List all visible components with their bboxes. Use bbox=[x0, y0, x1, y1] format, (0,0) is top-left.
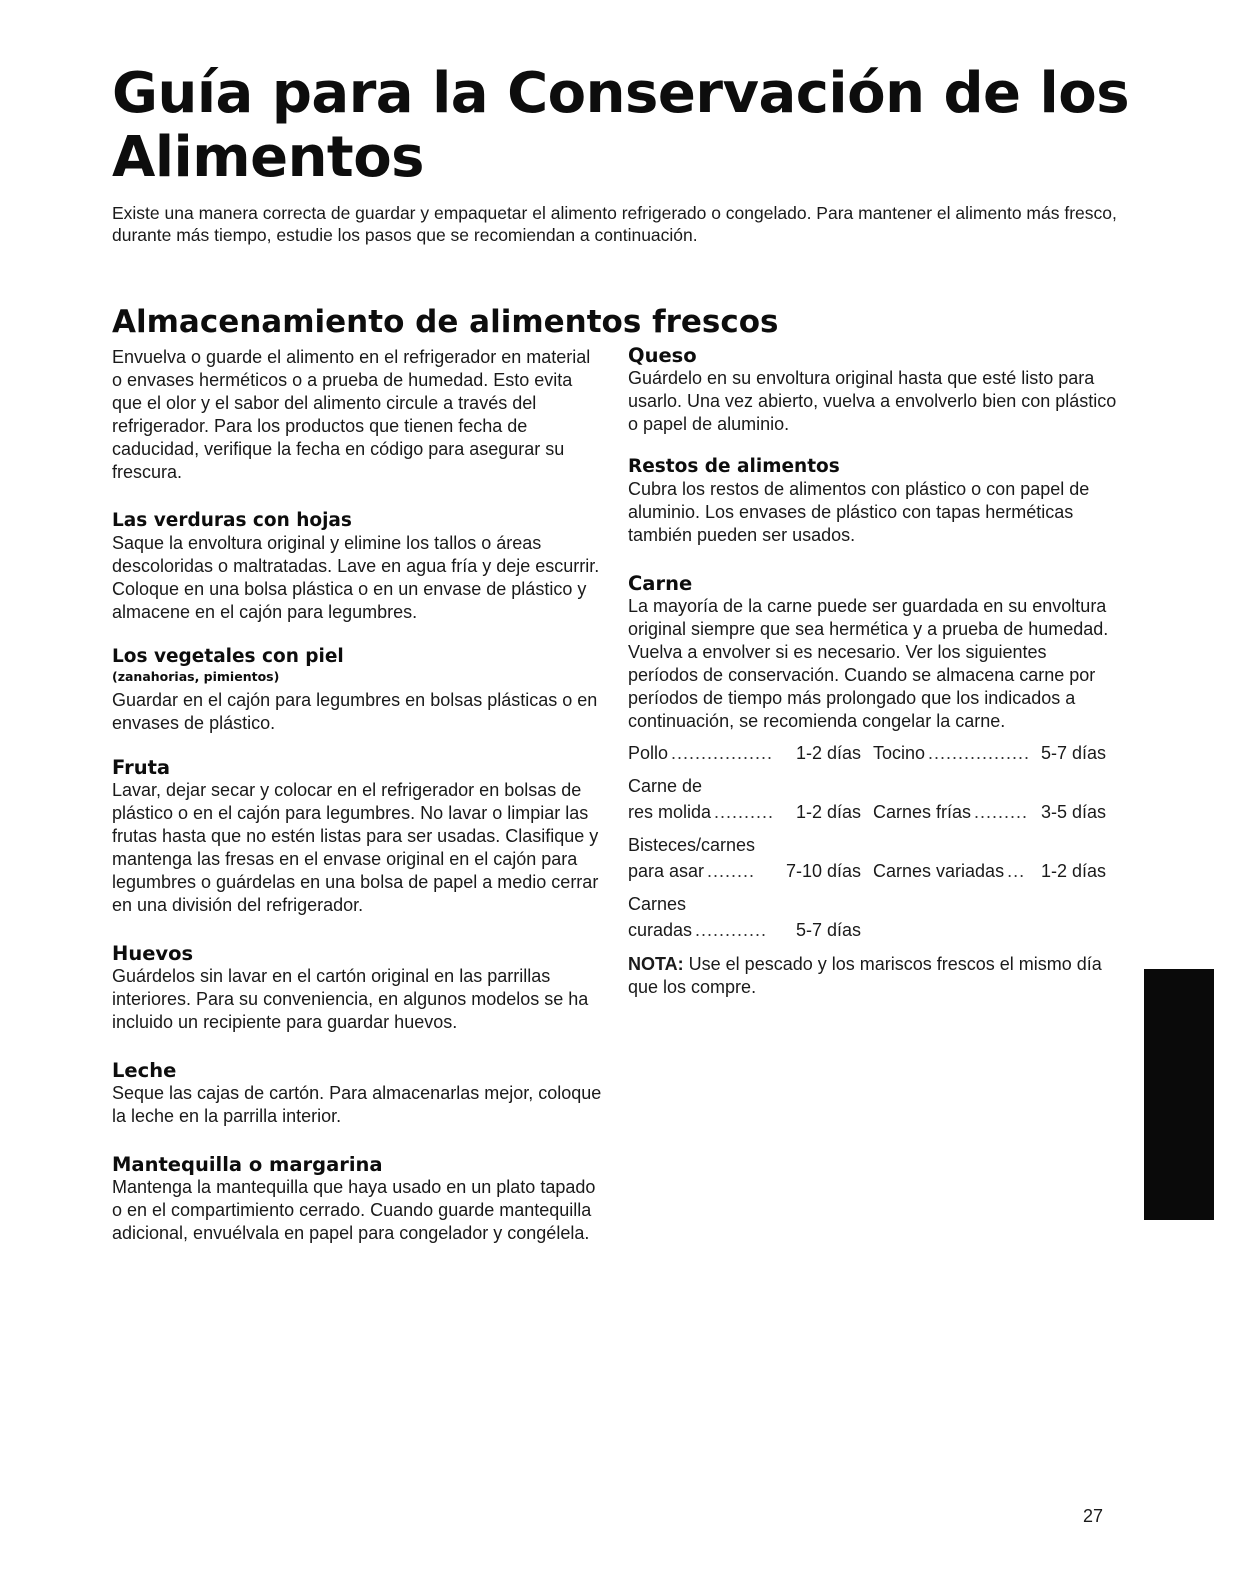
meat-table-row bbox=[628, 773, 1106, 825]
milk-block bbox=[112, 1059, 604, 1128]
meat-entry-chicken bbox=[628, 740, 861, 766]
section-heading: Almacenamiento de alimentos frescos bbox=[112, 304, 779, 340]
left-column bbox=[112, 346, 604, 1245]
leftovers-heading: Restos de alimentos bbox=[628, 456, 840, 477]
meat-days: 1-2 días bbox=[795, 802, 861, 822]
skin-vegetables-block bbox=[112, 645, 604, 735]
meat-label: Tocino bbox=[873, 743, 926, 763]
leftovers-block bbox=[628, 455, 1118, 547]
leafy-greens-text: Saque la envoltura original y elimine los tallos o áreas descoloridas o maltratadas. Lave en agua fría y deje escurrir. Coloque en una bolsa plástica o en un envase de plástico y almacene en el cajón para legumbres. bbox=[112, 533, 600, 622]
meat-entry-cold-cuts bbox=[873, 799, 1106, 825]
dot-leader: ................. bbox=[928, 743, 1031, 763]
meat-name: Carnes bbox=[628, 894, 687, 914]
dot-leader: .......... bbox=[714, 802, 775, 822]
cheese-heading: Queso bbox=[628, 344, 697, 367]
meat-label: curadas bbox=[628, 920, 693, 940]
meat-label: Carnes variadas bbox=[873, 861, 1005, 881]
meat-label: Carnes frías bbox=[873, 802, 972, 822]
dot-leader: ... bbox=[1007, 861, 1026, 881]
meat-name: Carne de bbox=[628, 776, 703, 796]
meat-days: 5-7 días bbox=[795, 920, 861, 940]
meat-block bbox=[628, 572, 1118, 733]
leafy-greens-heading: Las verduras con hojas bbox=[112, 510, 352, 531]
dot-leader: ................. bbox=[671, 743, 774, 763]
meat-days: 1-2 días bbox=[1040, 861, 1106, 881]
eggs-heading: Huevos bbox=[112, 942, 194, 965]
fruit-heading: Fruta bbox=[112, 756, 171, 779]
meat-days: 5-7 días bbox=[1040, 743, 1106, 763]
dot-leader: ............ bbox=[695, 920, 768, 940]
meat-storage-table bbox=[628, 740, 1106, 943]
meat-name: Bisteces/carnes bbox=[628, 835, 756, 855]
meat-entry-ground-beef bbox=[628, 773, 861, 825]
meat-label: para asar bbox=[628, 861, 705, 881]
meat-entry-bacon bbox=[873, 740, 1106, 766]
cheese-block bbox=[628, 344, 1118, 436]
butter-heading: Mantequilla o margarina bbox=[112, 1153, 383, 1176]
leftovers-text: Cubra los restos de alimentos con plástico o con papel de aluminio. Los envases de plástico con tapas herméticas también pueden ser usados. bbox=[628, 479, 1090, 545]
intro-paragraph: Existe una manera correcta de guardar y empaquetar el alimento refrigerado o congelado. Para mantener el alimento más fresco, durante más tiempo, estudie los pasos que se recomiendan a continuación. bbox=[112, 203, 1117, 245]
dot-leader: ......... bbox=[974, 802, 1029, 822]
butter-block bbox=[112, 1153, 604, 1245]
meat-text: La mayoría de la carne puede ser guardada en su envoltura original siempre que sea hermética y a prueba de humedad. Vuelva a envolver si es necesario. Ver los siguientes períodos de conservación. Cuando se almacena carne por períodos de tiempo más prolongado que los indicados a continuación, se recomienda congelar la carne. bbox=[628, 596, 1109, 731]
right-column bbox=[628, 344, 1118, 999]
meat-entry-cured-meats bbox=[628, 891, 861, 943]
meat-table-row bbox=[628, 832, 1106, 884]
page-title: Guía para la Conservación de los Alimentos bbox=[112, 61, 1130, 190]
meat-days: 1-2 días bbox=[795, 743, 861, 763]
milk-heading: Leche bbox=[112, 1059, 177, 1082]
cheese-text: Guárdelo en su envoltura original hasta que esté listo para usarlo. Una vez abierto, vuelva a envolverlo bien con plástico o papel de aluminio. bbox=[628, 368, 1117, 434]
eggs-text: Guárdelos sin lavar en el cartón original en las parrillas interiores. Para su conveniencia, en algunos modelos se ha incluido un recipiente para guardar huevos. bbox=[112, 966, 589, 1032]
note-paragraph bbox=[628, 953, 1118, 999]
butter-text: Mantenga la mantequilla que haya usado en un plato tapado o en el compartimiento cerrado. Cuando guarde mantequilla adicional, envuélvala en papel para congelador y congélela. bbox=[112, 1177, 596, 1243]
meat-entry-variety-meats bbox=[873, 858, 1106, 884]
meat-entry-steaks bbox=[628, 832, 861, 884]
meat-days: 7-10 días bbox=[785, 861, 861, 881]
skin-vegetables-subnote: (zanahorias, pimientos) bbox=[112, 669, 280, 684]
fruit-text: Lavar, dejar secar y colocar en el refrigerador en bolsas de plástico o en el cajón para legumbres. No lavar o limpiar las frutas hasta que no estén listas para ser usadas. Clasifique y mantenga las fresas en el envase original en el cajón para legumbres o guárdelas en una bolsa de papel a medio cerrar en una división del refrigerador. bbox=[112, 780, 599, 915]
section-intro: Envuelva o guarde el alimento en el refrigerador en material o envases herméticos o a prueba de humedad. Esto evita que el olor y el sabor del alimento circule a través del refrigerador. Para los productos que tienen fecha de caducidad, verifique la fecha en código para asegurar su frescura. bbox=[112, 347, 591, 482]
meat-label: res molida bbox=[628, 802, 712, 822]
leafy-greens-block bbox=[112, 509, 604, 624]
note-text: Use el pescado y los mariscos frescos el mismo día que los compre. bbox=[628, 954, 1102, 997]
meat-table-row bbox=[628, 740, 1106, 766]
section-tab-marker bbox=[1144, 969, 1214, 1220]
meat-label: Pollo bbox=[628, 743, 669, 763]
milk-text: Seque las cajas de cartón. Para almacenarlas mejor, coloque la leche en la parrilla interior. bbox=[112, 1083, 602, 1126]
meat-heading: Carne bbox=[628, 572, 693, 595]
note-label: NOTA: bbox=[628, 954, 684, 974]
dot-leader: ........ bbox=[707, 861, 756, 881]
skin-vegetables-heading: Los vegetales con piel bbox=[112, 646, 344, 667]
skin-vegetables-text: Guardar en el cajón para legumbres en bolsas plásticas o en envases de plástico. bbox=[112, 690, 598, 733]
eggs-block bbox=[112, 942, 604, 1034]
meat-days: 3-5 días bbox=[1040, 802, 1106, 822]
fruit-block bbox=[112, 756, 604, 917]
meat-table-row bbox=[628, 891, 1106, 943]
page-number: 27 bbox=[1083, 1506, 1104, 1526]
